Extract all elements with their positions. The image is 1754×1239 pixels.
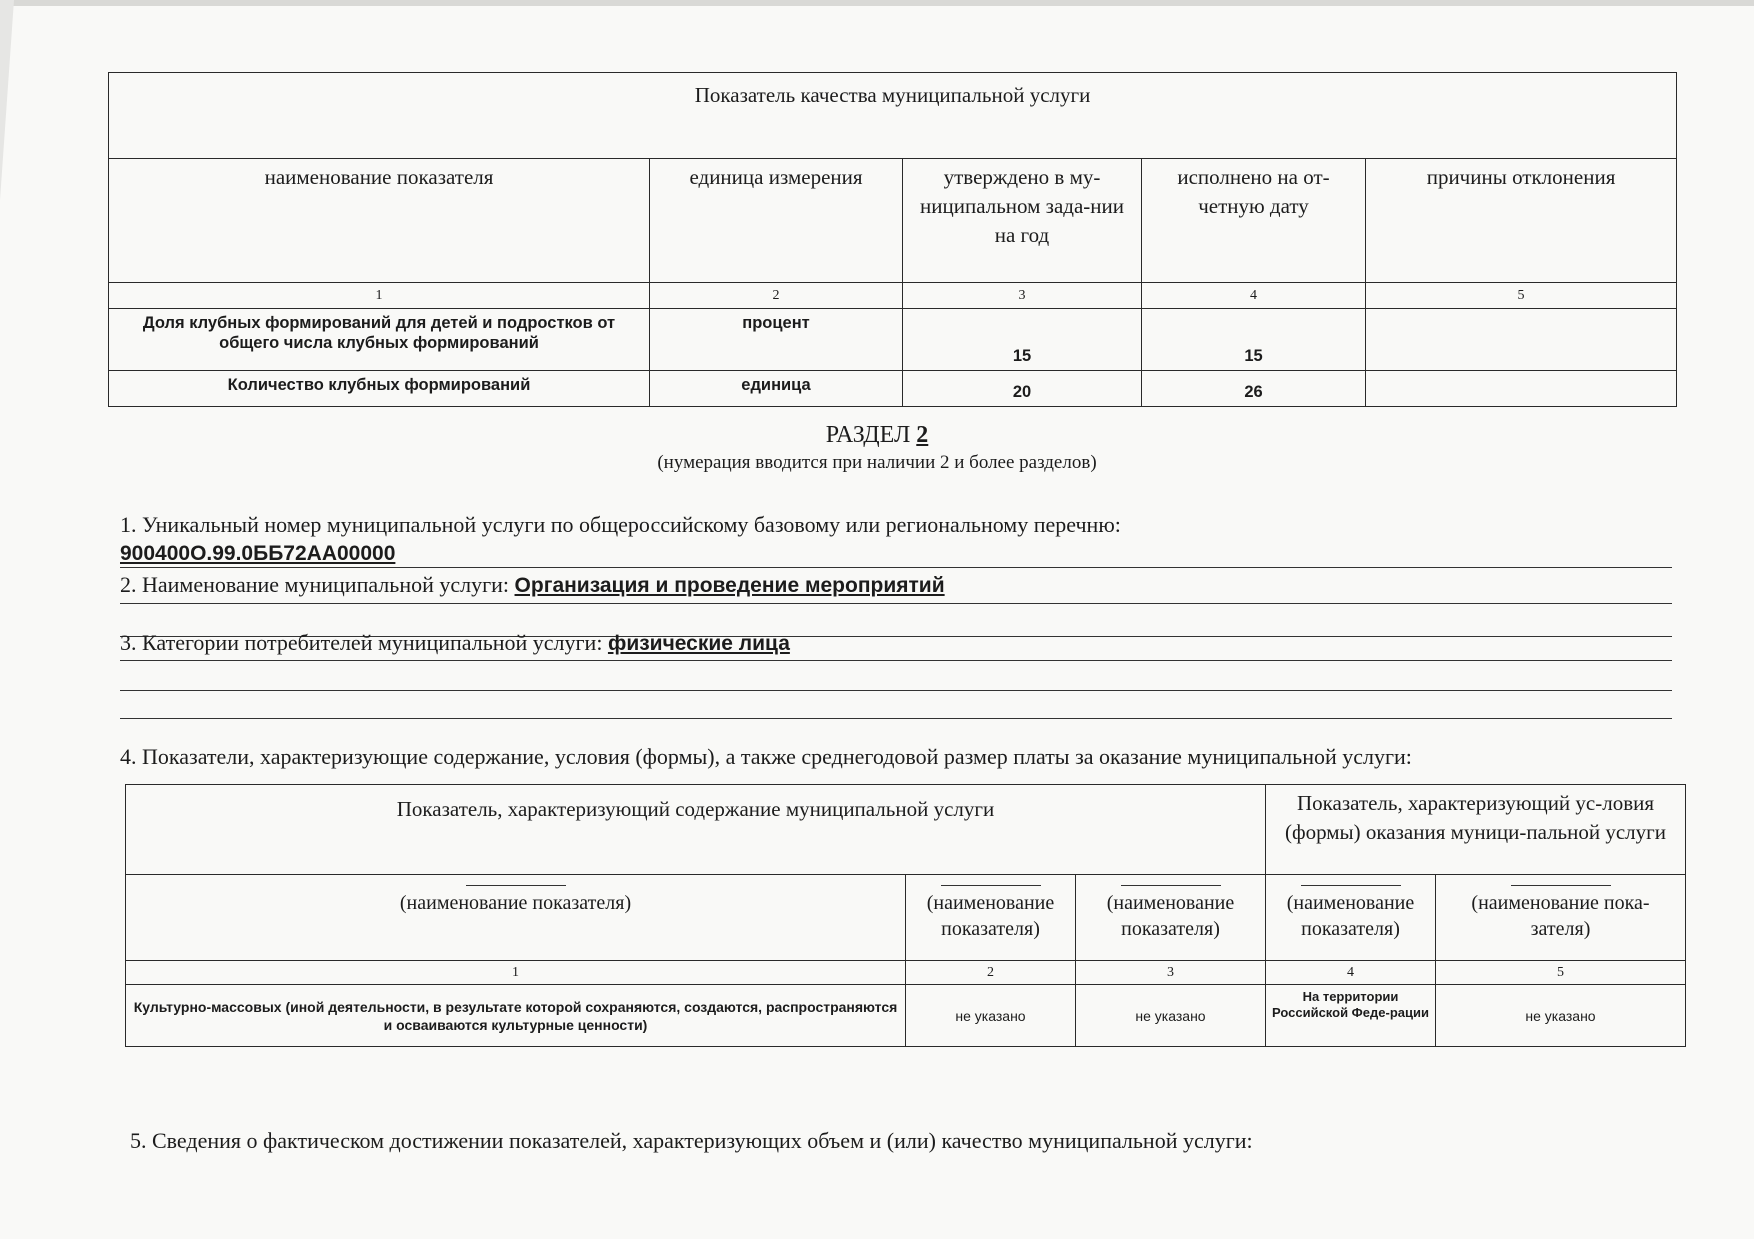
table1-num-5: 5 — [1366, 283, 1677, 309]
table1-num-4: 4 — [1142, 283, 1366, 309]
item2-value: Организация и проведение мероприятий — [514, 574, 945, 597]
table2-col-3-label: (наименование показателя) — [1106, 892, 1235, 940]
blank-line — [1301, 885, 1401, 886]
table2-num-4: 4 — [1266, 961, 1436, 985]
table2-row-c2: не указано — [906, 985, 1076, 1047]
item3-field — [120, 630, 790, 656]
table2-row-territory: На территории Российской Феде-рации — [1266, 985, 1436, 1047]
table2-col-1-label: (наименование показателя) — [399, 892, 632, 914]
table2-row-content: Культурно-массовых (иной деятельности, в результате которой сохраняются, создаются, распространяются и осваиваются культурные ценности) — [126, 985, 906, 1047]
table1-row2-name: Количество клубных формирований — [109, 371, 650, 407]
quality-indicator-table — [108, 72, 1677, 407]
table-row — [109, 309, 1677, 371]
table1-col-approved: утверждено в му-ниципальном зада-нии на год — [903, 159, 1142, 283]
table-row — [126, 985, 1686, 1047]
item4-label: 4. Показатели, характеризующие содержание, условия (формы), а также среднегодовой размер платы за оказание муниципальной услуги: — [120, 744, 1412, 769]
item1-underline — [120, 567, 1672, 568]
section-note: (нумерация вводится при наличии 2 и более разделов) — [657, 452, 1097, 473]
table2-col-2-label: (наименование показателя) — [926, 892, 1055, 940]
item1-label: 1. Уникальный номер муниципальной услуги по общероссийскому базовому или региональному перечню: — [120, 512, 1121, 537]
content-indicator-table — [125, 784, 1686, 1047]
blank-line — [941, 885, 1041, 886]
table1-num-1: 1 — [109, 283, 650, 309]
item3-underline — [120, 660, 1672, 661]
item2-field — [120, 572, 945, 598]
table2-group-conditions: Показатель, характеризующий ус-ловия (формы) оказания муници-пальной услуги — [1266, 785, 1686, 875]
section-label: РАЗДЕЛ — [825, 422, 911, 448]
table2-group-content: Показатель, характеризующий содержание муниципальной услуги — [126, 785, 1266, 875]
section-title — [0, 422, 1754, 449]
item2-label: 2. Наименование муниципальной услуги: — [120, 572, 510, 597]
item3-extra-line-1 — [120, 690, 1672, 691]
table2-num-1: 1 — [126, 961, 906, 985]
table1-row2-approved: 20 — [903, 371, 1142, 407]
blank-line — [1511, 885, 1611, 886]
table1-col-reason: причины отклонения — [1366, 159, 1677, 283]
table1-row2-reason — [1366, 371, 1677, 407]
table1-col-name: наименование показателя — [109, 159, 650, 283]
table2-num-2: 2 — [906, 961, 1076, 985]
item2-underline — [120, 603, 1672, 604]
item3-extra-line-2 — [120, 718, 1672, 719]
table2-num-5: 5 — [1436, 961, 1686, 985]
table2-col-4-label: (наименование показателя) — [1286, 892, 1415, 940]
table1-num-2: 2 — [650, 283, 903, 309]
table2-col-1 — [126, 875, 906, 961]
table2-col-5 — [1436, 875, 1686, 961]
blank-line — [1121, 885, 1221, 886]
table2-col-5-label: (наименование пока-зателя) — [1471, 892, 1650, 940]
section-number: 2 — [916, 422, 929, 448]
table2-row-c5: не указано — [1436, 985, 1686, 1047]
table1-row1-done: 15 — [1142, 309, 1366, 371]
table1-col-done: исполнено на от-четную дату — [1142, 159, 1366, 283]
table2-col-2 — [906, 875, 1076, 961]
table1-row2-done: 26 — [1142, 371, 1366, 407]
table1-row1-unit: процент — [650, 309, 903, 371]
table1-col-unit: единица измерения — [650, 159, 903, 283]
item3-label: 3. Категории потребителей муниципальной услуги: — [120, 630, 603, 655]
scan-top-edge — [0, 0, 1754, 6]
table1-row1-reason — [1366, 309, 1677, 371]
item3-value: физические лица — [607, 632, 790, 655]
table2-row-c3: не указано — [1076, 985, 1266, 1047]
table1-num-3: 3 — [903, 283, 1142, 309]
blank-line — [466, 885, 566, 886]
table1-row1-name: Доля клубных формирований для детей и подростков от общего числа клубных формирований — [109, 309, 650, 371]
table2-col-3 — [1076, 875, 1266, 961]
table1-title: Показатель качества муниципальной услуги — [109, 73, 1677, 159]
table1-row1-approved: 15 — [903, 309, 1142, 371]
table2-col-4 — [1266, 875, 1436, 961]
scan-corner-shadow — [0, 0, 14, 200]
table2-num-3: 3 — [1076, 961, 1266, 985]
table-row — [109, 371, 1677, 407]
table1-row2-unit: единица — [650, 371, 903, 407]
item5-label: 5. Сведения о фактическом достижении показателей, характеризующих объем и (или) качество муниципальной услуги: — [130, 1128, 1253, 1153]
item1-value: 900400О.99.0ББ72АА00000 — [120, 542, 396, 565]
